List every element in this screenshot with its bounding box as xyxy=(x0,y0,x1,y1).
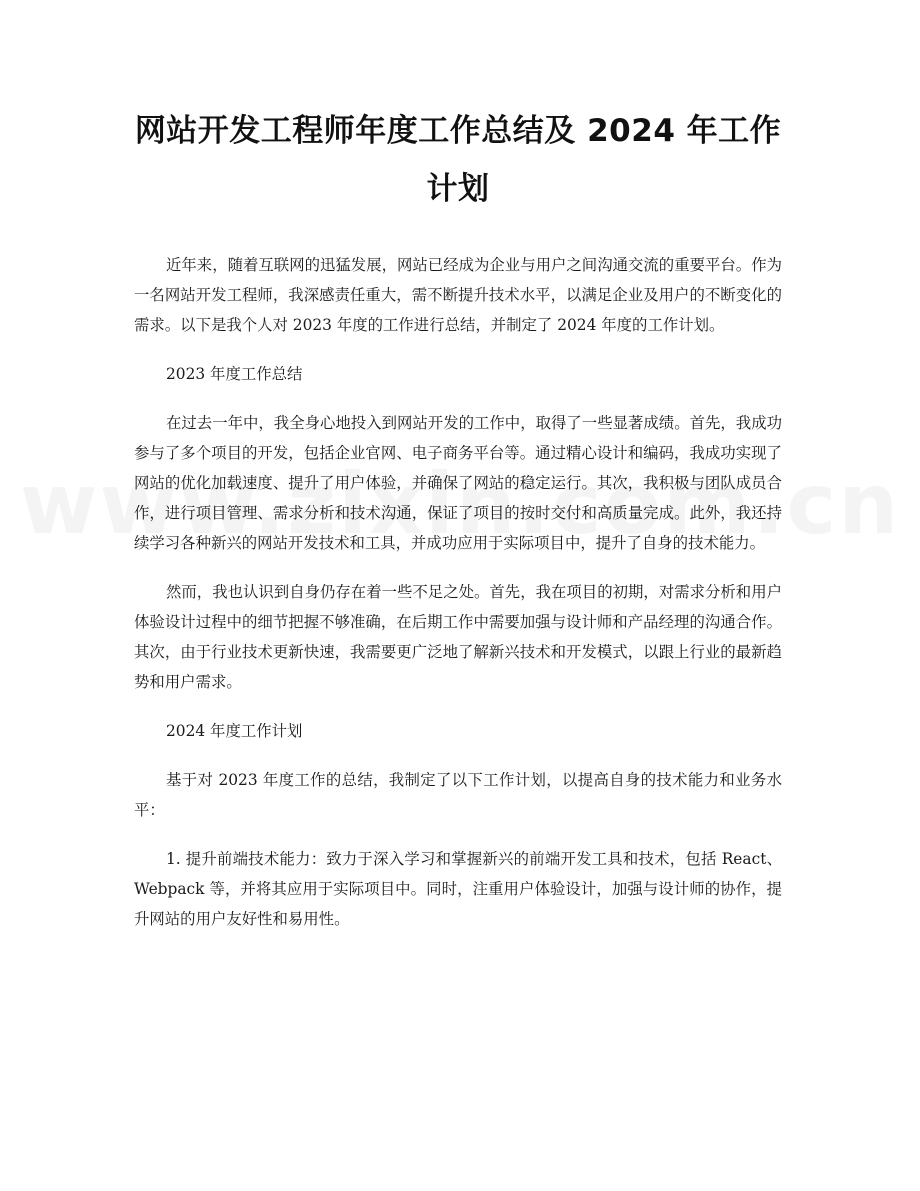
document-body xyxy=(134,250,782,934)
shortcomings-paragraph: 然而，我也认识到自身仍存在着一些不足之处。首先，我在项目的初期，对需求分析和用户体验设计过程中的细节把握不够准确，在后期工作中需要加强与设计师和产品经理的沟通合作。其次，由于行业技术更新快速，我需要更广泛地了解新兴技术和开发模式，以跟上行业的最新趋势和用户需求。 xyxy=(134,583,782,691)
plan-intro-paragraph: 基于对 2023 年度工作的总结，我制定了以下工作计划，以提高自身的技术能力和业务水平： xyxy=(134,771,782,819)
achievements-paragraph: 在过去一年中，我全身心地投入到网站开发的工作中，取得了一些显著成绩。首先，我成功参与了多个项目的开发，包括企业官网、电子商务平台等。通过精心设计和编码，我成功实现了网站的优化加载速度、提升了用户体验，并确保了网站的稳定运行。其次，我积极与团队成员合作，进行项目管理、需求分析和技术沟通，保证了项目的按时交付和高质量完成。此外，我还持续学习各种新兴的网站开发技术和工具，并成功应用于实际项目中，提升了自身的技术能力。 xyxy=(134,414,782,552)
section-heading-2024-plan: 2024 年度工作计划 xyxy=(166,722,303,740)
intro-paragraph: 近年来，随着互联网的迅猛发展，网站已经成为企业与用户之间沟通交流的重要平台。作为一名网站开发工程师，我深感责任重大，需不断提升技术水平，以满足企业及用户的不断变化的需求。以下是我个人对 2023 年度的工作进行总结，并制定了 2024 年度的工作计划。 xyxy=(134,256,782,334)
plan-item-1-paragraph: 1. 提升前端技术能力：致力于深入学习和掌握新兴的前端开发工具和技术，包括 React、Webpack 等，并将其应用于实际项目中。同时，注重用户体验设计，加强与设计师的协作，提升网站的用户友好性和易用性。 xyxy=(134,850,782,928)
document-title: 网站开发工程师年度工作总结及 2024 年工作计划 xyxy=(134,113,782,207)
section-heading-2023-summary: 2023 年度工作总结 xyxy=(166,365,303,383)
